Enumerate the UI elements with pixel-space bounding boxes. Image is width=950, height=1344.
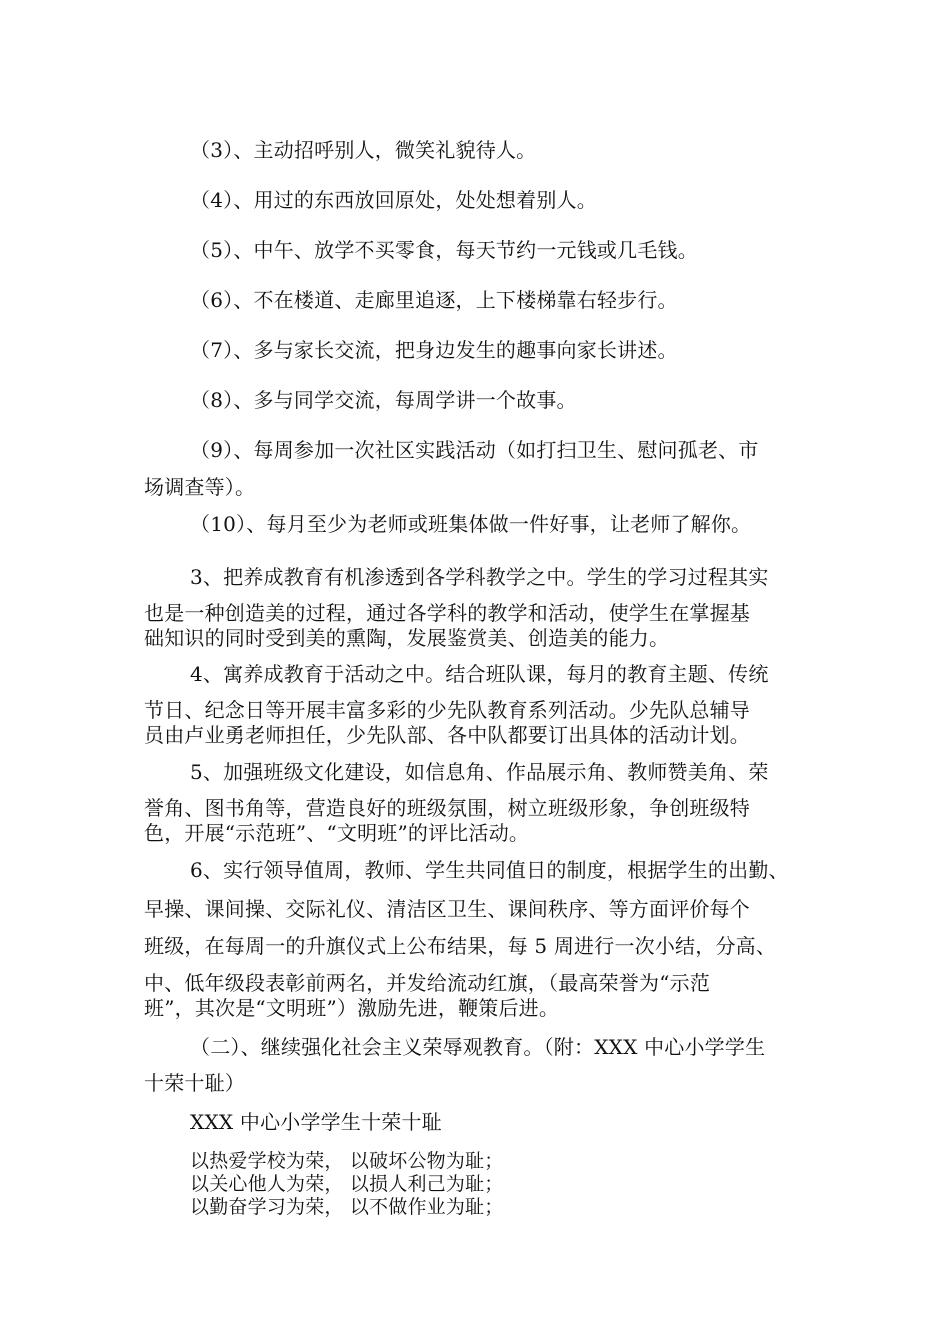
motto-line-2: 以关心他人为荣， 以损人利己为耻；: [190, 1173, 504, 1195]
paragraph-3-line1: 3、把养成教育有机渗透到各学科教学之中。学生的学习过程其实: [190, 565, 769, 589]
paragraph-6-line4: 中、低年级段表彰前两名，并发给流动红旗，（最高荣誉为“示范: [144, 971, 711, 995]
paragraph-3-line2: 也是一种创造美的过程，通过各学科的教学和活动，使学生在掌握基: [144, 601, 750, 625]
paragraph-6-line3: 班级，在每周一的升旗仪式上公布结果，每 5 周进行一次小结，分高、: [144, 934, 777, 958]
paragraph-5-line3: 色，开展“示范班”、“文明班”的评比活动。: [144, 821, 530, 845]
section-2-heading-line2: 十荣十耻）: [144, 1071, 245, 1095]
list-item-4: （4）、用过的东西放回原处，处处想着别人。: [190, 188, 597, 212]
list-item-7: （7）、多与家长交流，把身边发生的趣事向家长讲述。: [190, 338, 678, 362]
list-item-10: （10）、每月至少为老师或班集体做一件好事，让老师了解你。: [190, 512, 752, 536]
paragraph-4-line3: 员由卢业勇老师担任，少先队部、各中队都要订出具体的活动计划。: [144, 723, 750, 747]
motto-line-3: 以勤奋学习为荣， 以不做作业为耻；: [190, 1196, 504, 1218]
list-item-9-line2: 场调查等）。: [144, 475, 256, 499]
motto-line-1: 以热爱学校为荣， 以破坏公物为耻；: [190, 1150, 504, 1172]
paragraph-6-line2: 早操、课间操、交际礼仪、清洁区卫生、课间秩序、等方面评价每个: [144, 897, 750, 921]
list-item-9-line1: （9）、每周参加一次社区实践活动（如打扫卫生、慰问孤老、市: [190, 438, 759, 462]
paragraph-5-line2: 誉角、图书角等，营造良好的班级氛围，树立班级形象，争创班级特: [144, 796, 750, 820]
section-2-heading-line1: （二）、继续强化社会主义荣辱观教育。（附：XXX 中心小学学生: [190, 1035, 766, 1059]
paragraph-6-line5: 班”，其次是“文明班”）激励先进，鞭策后进。: [144, 996, 560, 1020]
paragraph-4-line1: 4、寓养成教育于活动之中。结合班队课，每月的教育主题、传统: [190, 662, 769, 686]
list-item-6: （6）、不在楼道、走廊里追逐，上下楼梯靠右轻步行。: [190, 288, 678, 312]
motto-title: XXX 中心小学学生十荣十耻: [190, 1110, 442, 1134]
paragraph-4-line2: 节日、纪念日等开展丰富多彩的少先队教育系列活动。少先队总辅导: [144, 698, 750, 722]
list-item-5: （5）、中午、放学不买零食，每天节约一元钱或几毛钱。: [190, 238, 698, 262]
paragraph-3-line3: 础知识的同时受到美的熏陶，发展鉴赏美、创造美的能力。: [144, 626, 670, 650]
list-item-3: （3）、主动招呼别人，微笑礼貌待人。: [190, 138, 537, 162]
paragraph-6-line1: 6、实行领导值周，教师、学生共同值日的制度，根据学生的出勤、: [190, 858, 789, 882]
list-item-8: （8）、多与同学交流，每周学讲一个故事。: [190, 388, 577, 412]
paragraph-5-line1: 5、加强班级文化建设，如信息角、作品展示角、教师赞美角、荣: [190, 760, 769, 784]
